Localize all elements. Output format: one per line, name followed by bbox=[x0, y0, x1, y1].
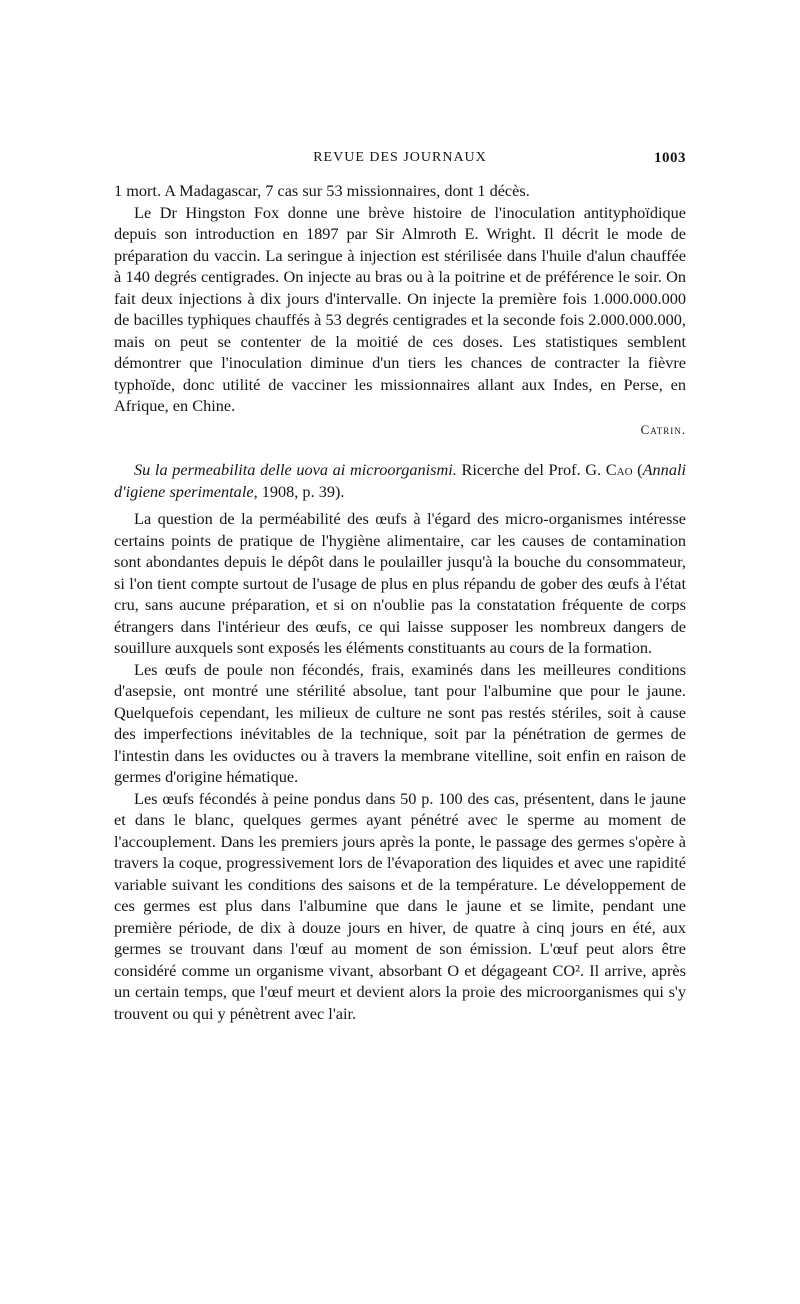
reference-text: Ricerche del Prof. G. bbox=[456, 460, 606, 479]
page-number: 1003 bbox=[654, 150, 686, 166]
journal-name: Annali d'igiene sperimentale bbox=[114, 460, 687, 501]
article-reference bbox=[114, 459, 686, 502]
reviewer-signature: Catrin. bbox=[640, 421, 686, 437]
journal-page bbox=[114, 150, 686, 1024]
running-title: REVUE DES JOURNAUX bbox=[313, 150, 487, 165]
paragraph: La question de la perméabilité des œufs à l'égard des micro-organismes intéresse certains points de pratique de l'hygiène alimentaire, car les causes de contamination sont abondantes depuis le dépôt dans le poulailler jusqu'à la bouche du consommateur, si l'on tient compte surtout de l'usage de plus en plus répandu de gober des œufs à l'état cru, sans aucune préparation, et si on n'oublie pas la constatation fréquente de corps étrangers dans l'intérieur des œufs, ce qui laisse supposer les nombreux dangers de souillure auxquels sont exposés les éléments constituants au cours de la formation. bbox=[114, 509, 686, 657]
paragraph: Les œufs de poule non fécondés, frais, examinés dans les meilleures conditions d'asepsie, ont montré une stérilité absolue, tant pour l'albumine que pour le jaune. Quelquefois cependant, les milieux de culture ne sont pas restés stériles, soit à cause des imperfections inévitables de la technique, soit par la pénétration de germes de l'intestin dans les oviductes ou à travers la membrane vitelline, soit enfin en raison de germes d'origine hématique. bbox=[114, 659, 686, 786]
paragraph: Les œufs fécondés à peine pondus dans 50 p. 100 des cas, présentent, dans le jaune et dans le blanc, quelques germes ayant pénétré avec le sperme au moment de l'accouplement. Dans les premiers jours après la ponte, le passage des germes s'opère à travers la coque, progressivement lors de l'évaporation des liquides et avec une rapidité variable suivant les conditions des saisons et de la température. Le développement de ces germes est plus dans l'albumine que dans le jaune et se limite, pendant une première période, de dix à douze jours en hiver, de quatre à cinq jours en été, aux germes se trouvant dans l'œuf au moment de son émission. L'œuf peut alors être considéré comme un organisme vivant, absorbant O et dégageant CO². Il arrive, après un certain temps, que l'œuf meurt et devient alors la proie des microorganismes qui s'y trouvent ou qui y pénètrent avec l'air. bbox=[114, 788, 686, 1023]
paragraph: Le Dr Hingston Fox donne une brève histoire de l'inoculation antityphoïdique depuis son introduction en 1897 par Sir Almroth E. Wright. Il décrit le mode de préparation du vaccin. La seringue à injection est stérilisée dans l'huile d'alun chauffée à 140 degrés centigrades. On injecte au bras ou à la poitrine et de préférence le soir. On fait deux injections à dix jours d'intervalle. On injecte la première fois 1.000.000.000 de bacilles typhiques chauffés à 53 degrés centigrades et la seconde fois 2.000.000.000, mais on peut se contenter de la moitié de ces doses. Les statistiques semblent démontrer que l'inoculation diminue d'un tiers les chances de contracter la fièvre typhoïde, donc utilité de vacciner les missionnaires allant aux Indes, en Perse, en Afrique, en Chine. bbox=[114, 202, 686, 415]
page-header bbox=[114, 150, 686, 180]
article-author: Cao bbox=[605, 460, 633, 479]
review-section-cao bbox=[114, 459, 686, 1024]
reference-text: ( bbox=[632, 460, 643, 479]
review-section-hingston-fox bbox=[114, 180, 686, 440]
paragraph: 1 mort. A Madagascar, 7 cas sur 53 missionnaires, dont 1 décès. bbox=[114, 181, 530, 200]
reference-text: , 1908, p. 39). bbox=[253, 481, 345, 501]
article-title: Su la permeabilita delle uova ai microorganismi. bbox=[134, 460, 457, 479]
